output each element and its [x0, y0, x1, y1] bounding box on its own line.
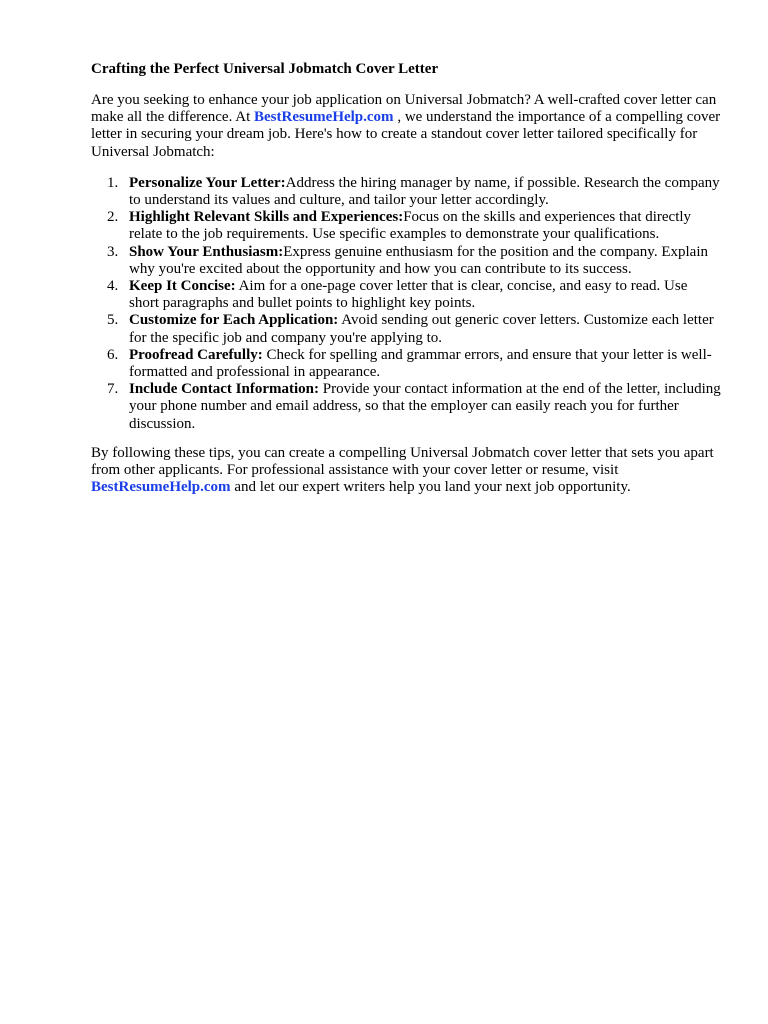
list-item-number: 7. [107, 381, 119, 398]
list-item [91, 175, 721, 209]
list-item-text: Check for spelling and grammar errors, and ensure that your letter is well-formatted and professional in appearance. [129, 346, 712, 381]
intro-text-after-link: , we understand the importance of a compelling cover letter in securing your dream job. Here's how to create a standout cover letter tailored specifically for Universal Jobmatch: [91, 109, 721, 160]
list-item-heading: Highlight Relevant Skills and Experiences: [129, 209, 404, 226]
list-item-number: 1. [107, 174, 119, 191]
list-item-text: Focus on the skills and experiences that directly relate to the job requirements. Use specific examples to demonstrate your qualifications. [129, 209, 692, 243]
list-item-number: 2. [107, 209, 119, 226]
list-item-heading: Keep It Concise: [129, 278, 236, 295]
list-item-heading: Proofread Carefully: [129, 346, 263, 363]
list-item [91, 244, 721, 278]
intro-text-before-link: Are you seeking to enhance your job application on Universal Jobmatch? A well-crafted cover letter can make all the difference. At [91, 92, 717, 126]
document-page [91, 60, 721, 496]
list-item-text: Avoid sending out generic cover letters. Customize each letter for the specific job and company you're applying to. [129, 312, 714, 346]
list-item-text: Provide your contact information at the end of the letter, including your phone number and email address, so that the employer can easily reach you for further discussion. [129, 381, 721, 432]
list-item-heading: Personalize Your Letter: [129, 174, 286, 191]
closing-bestresumehelp-link[interactable]: BestResumeHelp.com [91, 479, 231, 496]
list-item-number: 4. [107, 278, 119, 295]
list-item [91, 209, 721, 243]
list-item [91, 312, 721, 346]
list-item-number: 5. [107, 312, 119, 329]
list-item-text: Aim for a one-page cover letter that is clear, concise, and easy to read. Use short paragraphs and bullet points to highlight key points. [129, 278, 688, 312]
list-item-number: 3. [107, 243, 119, 260]
list-item [91, 381, 721, 433]
closing-paragraph [91, 445, 721, 497]
closing-text-before-link: By following these tips, you can create a compelling Universal Jobmatch cover letter that sets you apart from other applicants. For professional assistance with your cover letter or resume, visit [91, 444, 714, 479]
intro-bestresumehelp-link[interactable]: BestResumeHelp.com [254, 109, 394, 126]
list-item-text: Address the hiring manager by name, if possible. Research the company to understand its values and culture, and tailor your letter accordingly. [129, 174, 720, 209]
list-item-heading: Include Contact Information: [129, 381, 319, 398]
closing-text-after-link: and let our expert writers help you land your next job opportunity. [230, 479, 631, 496]
list-item [91, 278, 721, 312]
document-title: Crafting the Perfect Universal Jobmatch Cover Letter [91, 61, 439, 77]
list-item-number: 6. [107, 346, 119, 363]
list-item-text: Express genuine enthusiasm for the position and the company. Explain why you're excited about the opportunity and how you can contribute to its success. [129, 243, 708, 277]
list-item [91, 347, 721, 381]
list-item-heading: Customize for Each Application: [129, 312, 339, 329]
tips-list [91, 175, 721, 433]
list-item-heading: Show Your Enthusiasm: [129, 243, 284, 260]
intro-paragraph [91, 92, 721, 161]
